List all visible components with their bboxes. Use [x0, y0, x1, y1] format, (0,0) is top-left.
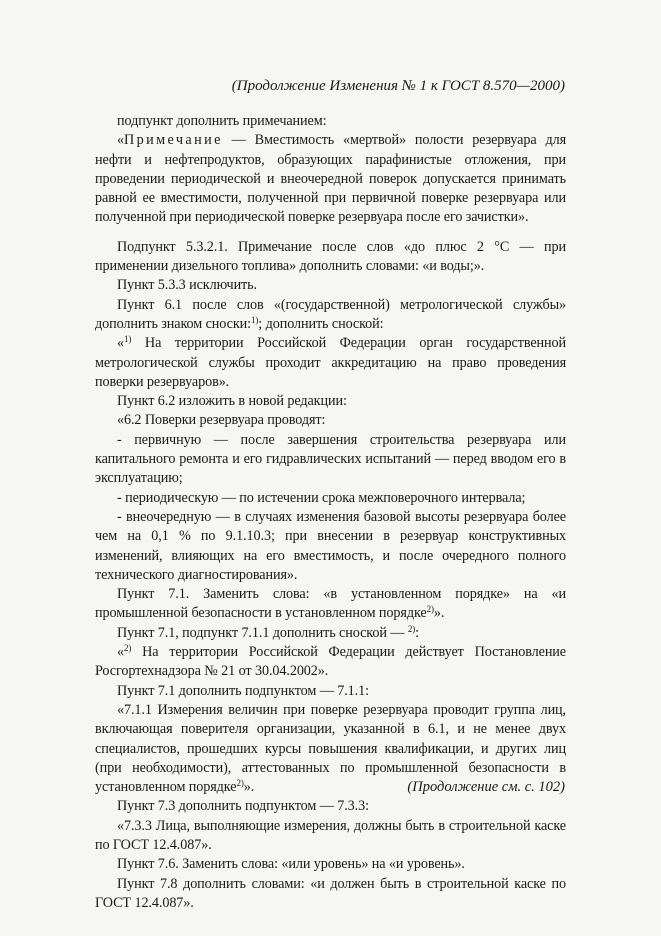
- paragraph: [95, 643, 566, 682]
- text-span: :: [415, 624, 419, 641]
- text-span: «: [117, 132, 124, 149]
- text-span: ; дополнить сноской:: [258, 315, 384, 332]
- paragraph: Пункт 7.6. Заменить слова: «или уровень» на «и уровень».: [117, 856, 465, 873]
- text-span: Пункт 7.1, подпункт 7.1.1 дополнить сноской —: [117, 624, 408, 641]
- paragraph: [95, 624, 566, 643]
- paragraph: Подпункт 5.3.2.1. Примечание после слов «до плюс 2 °С — при применении дизельного топлива» дополнить словами: «и воды;».: [95, 238, 566, 275]
- footnote-mark: 2): [407, 623, 416, 634]
- text-span: Пункт 6.1 после слов «(государственной) метрологической службы» дополнить знаком сноски:: [95, 296, 566, 332]
- paragraph: Пункт 7.3 дополнить подпунктом — 7.3.3:: [117, 798, 369, 815]
- text-span: Пункт 7.1. Заменить слова: «в установленном порядке» на «и промышленной безопасности в установленном порядке: [95, 586, 566, 622]
- list-item: - периодическую — по истечении срока межповерочного интервала;: [117, 489, 526, 506]
- list-item: - внеочередную — в случаях изменения базовой высоты резервуара более чем на 0,1 % по 9.1.10.3; при внесении в резервуар конструктивных изменений, влияющих на его вместимость, и после очередного полного технического диагностирования».: [95, 508, 566, 583]
- paragraph: Пункт 7.8 дополнить словами: «и должен быть в строительной каске по ГОСТ 12.4.087».: [95, 875, 566, 911]
- text-span: «: [117, 644, 124, 661]
- paragraph: Пункт 6.2 изложить в новой редакции:: [117, 393, 347, 410]
- note-label: Примечание: [124, 132, 223, 149]
- footnote-mark: 2): [236, 778, 244, 789]
- text-span: ».: [243, 779, 255, 796]
- footnote-mark: 2): [124, 643, 132, 654]
- text-span: — Вместимость «мертвой» полости резервуара для нефти и нефтепродуктов, образующих парафинистые отложения, при проведении периодической и внеочередной поверок допускается принимать равной ее вместимости, полученной при первичной поверке резервуара или полученной при периодической поверке резервуара после его зачистки».: [95, 132, 566, 226]
- text-span: ».: [433, 605, 445, 622]
- paragraph: [95, 585, 566, 624]
- footnote-mark: 1): [124, 334, 132, 345]
- note-paragraph: [95, 131, 566, 227]
- continuation-footer: (Продолжение см. с. 102): [407, 779, 565, 795]
- text-span: На территории Российской Федерации орган государственной метрологической службы проходит аккредитацию на право проведения поверки резервуаров».: [95, 335, 566, 390]
- paragraph: Пункт 7.1 дополнить подпунктом — 7.1.1:: [117, 682, 369, 699]
- paragraph: [95, 296, 566, 335]
- text-span: «: [117, 335, 124, 352]
- text-span: «7.1.1 Измерения величин при поверке резервуара проводит группа лиц, включающая поверителя организации, указанной в 6.1, и не менее двух специалистов, прошедших курсы повышения квалификации, и других лиц (при необходимости), аттестованных по промышленной безопасности в установленном порядке: [95, 701, 566, 796]
- paragraph: подпункт дополнить примечанием:: [117, 113, 327, 129]
- paragraph: [95, 334, 566, 392]
- paragraph: «7.3.3 Лица, выполняющие измерения, должны быть в строительной каске по ГОСТ 12.4.087».: [95, 817, 566, 853]
- list-item: - первичную — после завершения строительства резервуара или капитального ремонта и его гидравлических испытаний — перед вводом его в эксплуатацию;: [95, 431, 566, 487]
- paragraph: Пункт 5.3.3 исключить.: [117, 277, 257, 294]
- text-span: На территории Российской Федерации действует Постановление Росгортехнадзора № 21 от 30.04.2002».: [95, 644, 566, 680]
- running-header: (Продолжение Изменения № 1 к ГОСТ 8.570—2000): [231, 78, 565, 94]
- paragraph: «6.2 Поверки резервуара проводят:: [117, 412, 326, 429]
- footnote-mark: 1): [250, 314, 259, 325]
- footnote-mark: 2): [426, 604, 434, 615]
